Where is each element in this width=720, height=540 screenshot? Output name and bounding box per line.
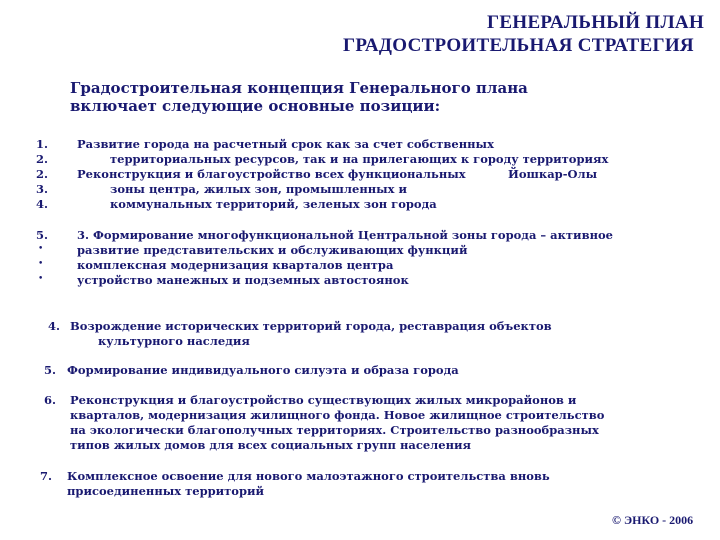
section1-number-2: 2. — [36, 152, 49, 166]
section1-number-1: 1. — [36, 137, 49, 151]
section2-bullet-3: • — [38, 274, 44, 284]
item7-line-2: присоединенных территорий — [67, 484, 265, 498]
intro-line-2: включает следующие основные позиции: — [70, 97, 441, 115]
section2-bullet-2: • — [38, 259, 44, 269]
copyright-footer: © ЭНКО - 2006 — [612, 513, 694, 527]
section1-number-5: 4. — [36, 197, 49, 211]
section2-line-2: развитие представительских и обслуживающих функций — [77, 243, 468, 257]
title-line-1: ГЕНЕРАЛЬНЫЙ ПЛАН — [487, 12, 705, 33]
item6-line-2: кварталов, модернизация жилищного фонда. Новое жилищное строительство — [70, 408, 605, 422]
section1-number-3: 2. — [36, 167, 49, 181]
intro-line-1: Градостроительная концепция Генерального плана — [70, 79, 528, 97]
section1-overlap-text: Йошкар-Олы — [508, 167, 598, 181]
section1-line-5: коммунальных территорий, зеленых зон города — [110, 197, 437, 211]
section1-line-4: зоны центра, жилых зон, промышленных и — [110, 182, 408, 196]
item4-line-1: Возрождение исторических территорий города, реставрация объектов — [70, 319, 552, 333]
item5-line-1: Формирование индивидуального силуэта и образа города — [67, 363, 459, 377]
item5-number: 5. — [44, 363, 57, 377]
section2-line-4: устройство манежных и подземных автостоянок — [77, 273, 409, 287]
section1-line-2: территориальных ресурсов, так и на прилегающих к городу территориях — [110, 152, 609, 166]
item6-number: 6. — [44, 393, 57, 407]
section2-line-3: комплексная модернизация кварталов центра — [77, 258, 394, 272]
item4-number: 4. — [48, 319, 61, 333]
title-line-2: ГРАДОСТРОИТЕЛЬНАЯ СТРАТЕГИЯ — [343, 35, 694, 56]
item7-number: 7. — [40, 469, 53, 483]
section2-bullet-1: • — [38, 244, 44, 254]
section1-number-4: 3. — [36, 182, 49, 196]
section2-line-1: 3. Формирование многофункциональной Центральной зоны города – активное — [77, 228, 613, 242]
item6-line-4: типов жилых домов для всех социальных групп населения — [70, 438, 472, 452]
item4-line-2: культурного наследия — [98, 334, 250, 348]
item6-line-3: на экологически благополучных территориях. Строительство разнообразных — [70, 423, 599, 437]
item7-line-1: Комплексное освоение для нового малоэтажного строительства вновь — [67, 469, 550, 483]
section1-line-3: Реконструкция и благоустройство всех функциональных — [77, 167, 466, 181]
section2-number: 5. — [36, 228, 49, 242]
section1-line-1: Развитие города на расчетный срок как за счет собственных — [77, 137, 494, 151]
item6-line-1: Реконструкция и благоустройство существующих жилых микрорайонов и — [70, 393, 577, 407]
